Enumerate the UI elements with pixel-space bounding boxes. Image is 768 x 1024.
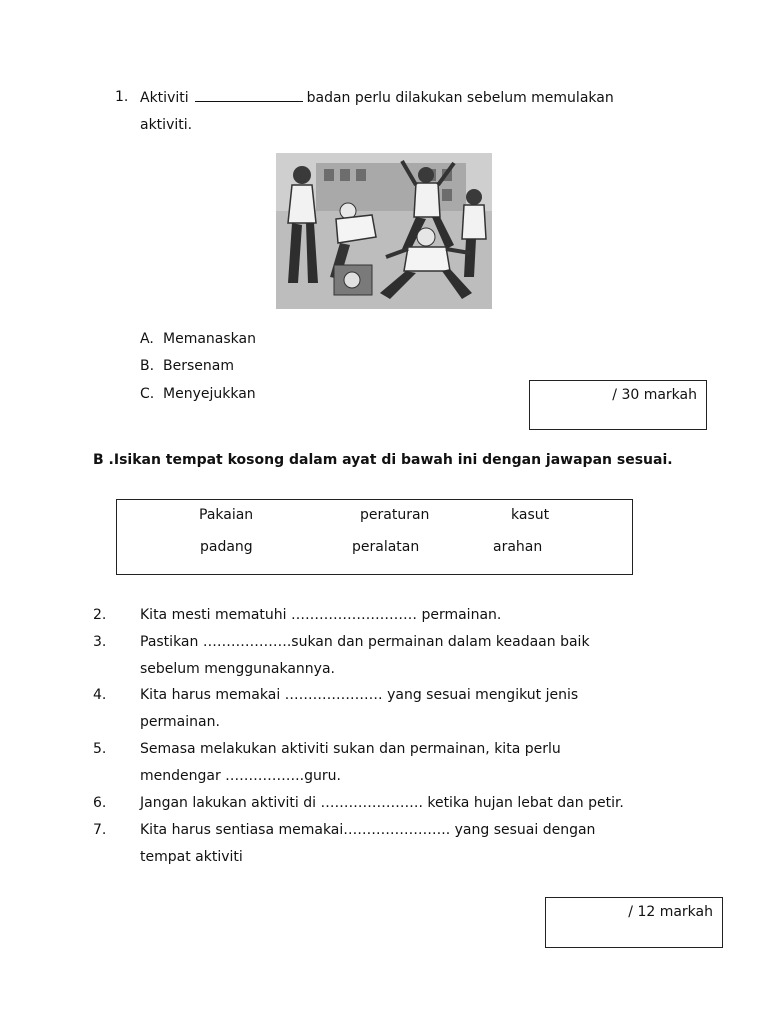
word-bank-item: peraturan — [360, 507, 430, 523]
question-1-before-blank: Aktiviti — [140, 90, 189, 106]
question-text: Jangan lakukan aktiviti di …………………. ketika hujan lebat dan petir. — [140, 795, 624, 811]
option-b-letter: B. — [140, 358, 155, 374]
marks-box-section-b — [545, 897, 723, 948]
question-number: 5. — [93, 741, 107, 757]
question-text-continued: mendengar ……………..guru. — [140, 768, 341, 784]
marks-box-section-a — [529, 380, 707, 430]
question-1-after-blank: badan perlu dilakukan sebelum memulakan — [306, 90, 614, 106]
word-bank-item: Pakaian — [199, 507, 254, 523]
question-number: 3. — [93, 634, 107, 650]
question-text: Pastikan ……………….sukan dan permainan dalam keadaan baik — [140, 634, 590, 650]
option-a-letter: A. — [140, 331, 154, 347]
option-b-text: Bersenam — [163, 358, 234, 374]
question-text: Semasa melakukan aktiviti sukan dan permainan, kita perlu — [140, 741, 561, 757]
word-bank-item: kasut — [511, 507, 550, 523]
word-bank-item: arahan — [493, 539, 543, 555]
question-number: 6. — [93, 795, 107, 811]
question-number: 4. — [93, 687, 107, 703]
question-text: Kita harus memakai ………………… yang sesuai mengikut jenis — [140, 687, 579, 703]
option-a-text: Memanaskan — [163, 331, 256, 347]
question-text: Kita harus sentiasa memakai………………….. yang sesuai dengan — [140, 822, 596, 838]
question-1-text — [140, 89, 614, 106]
question-text: Kita mesti mematuhi ……………………… permainan. — [140, 607, 502, 623]
marks-label-a: / 30 markah — [612, 387, 697, 403]
word-bank-item: peralatan — [352, 539, 420, 555]
marks-label-b: / 12 markah — [628, 904, 713, 920]
question-text-continued: sebelum menggunakannya. — [140, 661, 335, 677]
exercise-illustration — [276, 153, 492, 309]
question-text-continued: permainan. — [140, 714, 220, 730]
option-c-letter: C. — [140, 386, 155, 402]
question-1-continuation: aktiviti. — [140, 117, 193, 133]
question-text-continued: tempat aktiviti — [140, 849, 243, 865]
question-number: 7. — [93, 822, 107, 838]
word-bank-item: padang — [200, 539, 253, 555]
question-1-number: 1. — [115, 89, 129, 105]
section-b-instruction: B .Isikan tempat kosong dalam ayat di bawah ini dengan jawapan sesuai. — [93, 452, 673, 468]
question-number: 2. — [93, 607, 107, 623]
option-c-text: Menyejukkan — [163, 386, 256, 402]
answer-blank — [195, 89, 303, 102]
word-bank — [116, 499, 633, 575]
